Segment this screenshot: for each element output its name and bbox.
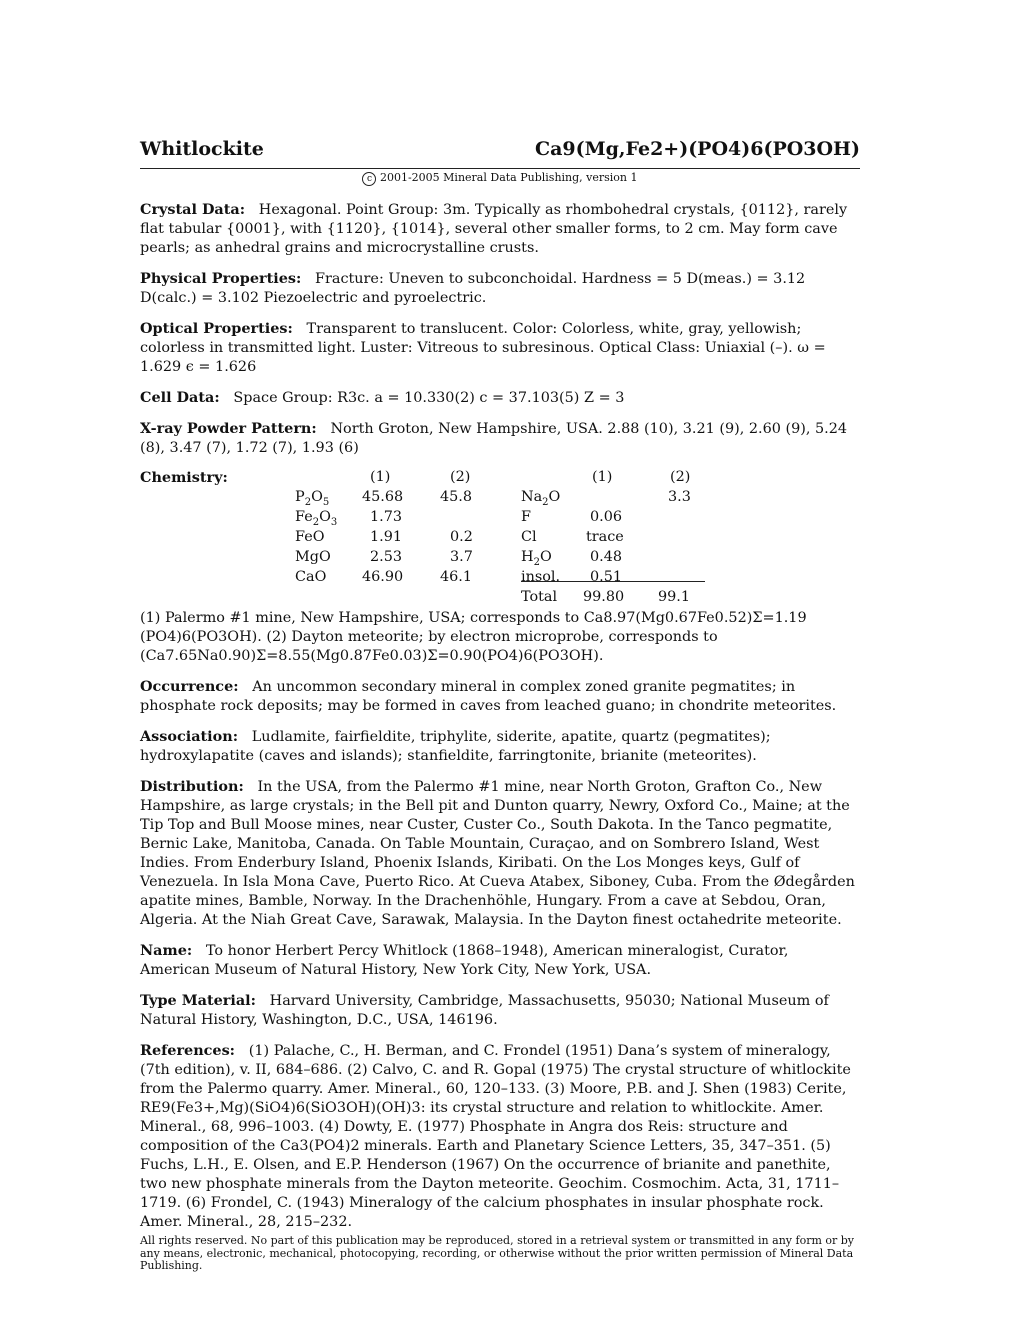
association-text: Ludlamite, fairfieldite, triphylite, siderite, apatite, quartz (pegmatites); hydroxylapatite (caves and islands); stanfieldite, farringtonite, brianite (meteorites). [140, 729, 771, 764]
physical-properties-label: Physical Properties: [140, 270, 302, 287]
xray-label: X-ray Powder Pattern: [140, 420, 317, 437]
occurrence-text: An uncommon secondary mineral in complex zoned granite pegmatites; in phosphate rock deposits; may be formed in caves from leached guano; in chondrite meteorites. [140, 679, 837, 714]
col-header-2: (2) [450, 469, 471, 485]
value: 0.48 [590, 549, 623, 565]
oxide-na2o: $Na_2O$ [521, 489, 561, 508]
chemistry-table [140, 469, 860, 607]
title-row [140, 138, 860, 166]
chemistry-notes: (1) Palermo #1 mine, New Hampshire, USA; corresponds to Ca8.97(Mg0.67Fe0.52)Σ=1.19 (PO4)6(PO3OH). (2) Dayton meteorite; by electron microprobe, corresponds to (Ca7.65Na0.90)Σ=8.55(Mg0.87Fe0.03)Σ=0.90(PO4)6(PO3OH). [140, 610, 807, 664]
type-material-text: Harvard University, Cambridge, Massachusetts, 95030; National Museum of Natural History, Washington, D.C., USA, 146196. [140, 993, 829, 1028]
name-label: Name: [140, 942, 193, 959]
value: 2.53 [370, 549, 403, 565]
crystal-data-label: Crystal Data: [140, 201, 246, 218]
title-rule [140, 168, 860, 169]
references-text: (1) Palache, C., H. Berman, and C. Frondel (1951) Dana’s system of mineralogy, (7th edition), v. II, 684–686. (2) Calvo, C. and R. Gopal (1975) The crystal structure of whitlockite from the Palermo quarry. Amer. Mineral., 60, 120–133. (3) Moore, P.B. and J. Shen (1983) Cerite, RE9(Fe3+,Mg)(SiO4)6(SiO3OH)(OH)3: its crystal structure and relation to whitlockite. Amer. Mineral., 68, 996–1003. (4) Dowty, E. (1977) Phosphate in Angra dos Reis: structure and composition of the Ca3(PO4)2 minerals. Earth and Planetary Science Letters, 35, 347–351. (5) Fuchs, L.H., E. Olsen, and E.P. Henderson (1967) On the occurrence of brianite and panethite, two new phosphate minerals from the Dayton meteorite. Geochim. Cosmochim. Acta, 31, 1711–1719. (6) Frondel, C. (1943) Mineralogy of the calcium phosphates in insular phosphate rock. Amer. Mineral., 28, 215–232. [140, 1043, 851, 1230]
physical-properties-text: Fracture: Uneven to subconchoidal. Hardness = 5 D(meas.) = 3.12 D(calc.) = 3.102 Piezoelectric and pyroelectric. [140, 271, 806, 306]
occurrence-label: Occurrence: [140, 678, 239, 695]
value: 0.2 [450, 529, 473, 545]
crystal-data-section [140, 200, 860, 258]
value: 1.73 [370, 509, 403, 525]
distribution-section [140, 777, 860, 930]
value: 46.90 [362, 569, 404, 585]
type-material-label: Type Material: [140, 992, 256, 1009]
chemistry-label: Chemistry: [140, 469, 228, 486]
value: trace [586, 529, 624, 545]
copyright-text: 2001-2005 Mineral Data Publishing, version 1 [379, 171, 638, 184]
value: 3.7 [450, 549, 473, 565]
cell-data-label: Cell Data: [140, 389, 220, 406]
physical-properties-section [140, 269, 860, 308]
optical-properties-section [140, 319, 860, 377]
optical-properties-text: Transparent to translucent. Color: Colorless, white, gray, yellowish; colorless in transmitted light. Luster: Vitreous to subresinous. Optical Class: Uniaxial (–). ω = 1.629 ϵ = 1.626 [140, 321, 826, 375]
type-material-section [140, 991, 860, 1030]
total-1: 99.80 [583, 589, 625, 605]
references-section [140, 1041, 860, 1232]
mineral-data-sheet [140, 138, 860, 1273]
total-rule [521, 581, 705, 582]
value: 45.68 [362, 489, 404, 505]
association-section [140, 727, 860, 766]
oxide-fe2o3: $Fe_2O_3$ [295, 509, 338, 528]
value: 1.91 [370, 529, 403, 545]
optical-properties-label: Optical Properties: [140, 320, 293, 337]
chemical-formula: Ca9(Mg,Fe2+)(PO4)6(PO3OH) [534, 138, 860, 160]
oxide-cl: Cl [521, 529, 537, 545]
oxide-cao: CaO [295, 569, 327, 585]
value: 0.51 [590, 569, 623, 585]
oxide-h2o: $H_2O$ [521, 549, 552, 568]
name-text: To honor Herbert Percy Whitlock (1868–1948), American mineralogist, Curator, American Museum of Natural History, New York City, New York, USA. [140, 943, 789, 978]
crystal-data-text: Hexagonal. Point Group: 3m. Typically as rhombohedral crystals, {0112}, rarely flat tabular {0001}, with {1120}, {1014}, several other smaller forms, to 2 cm. May form cave pearls; as anhedral grains and microcrystalline crusts. [140, 202, 848, 256]
value: 46.1 [440, 569, 473, 585]
oxide-insol: insol. [521, 569, 561, 585]
col-header-1-right: (1) [592, 469, 613, 485]
value: 45.8 [440, 489, 473, 505]
cell-data-section [140, 388, 860, 408]
rights-footer: All rights reserved. No part of this publication may be reproduced, stored in a retrieval system or transmitted in any form or by any means, electronic, mechanical, photocopying, recording, or otherwise without the prior written permission of Mineral Data Publishing. [140, 1234, 855, 1272]
value: 0.06 [590, 509, 623, 525]
total-label: Total [521, 589, 558, 605]
distribution-label: Distribution: [140, 778, 244, 795]
total-2: 99.1 [658, 589, 691, 605]
xray-text: North Groton, New Hampshire, USA. 2.88 (10), 3.21 (9), 2.60 (9), 5.24 (8), 3.47 (7), 1.72 (7), 1.93 (6) [140, 421, 848, 456]
xray-section [140, 419, 860, 458]
name-section [140, 941, 860, 980]
value: 3.3 [668, 489, 691, 505]
cell-data-text: Space Group: R3c. a = 10.330(2) c = 37.103(5) Z = 3 [233, 390, 625, 406]
oxide-mgo: MgO [295, 549, 331, 565]
distribution-text: In the USA, from the Palermo #1 mine, near North Groton, Grafton Co., New Hampshire, as large crystals; in the Bell pit and Dunton quarry, Newry, Oxford Co., Maine; at the Tip Top and Bull Moose mines, near Custer, Custer Co., South Dakota. In the Tanco pegmatite, Bernic Lake, Manitoba, Canada. On Table Mountain, Curaçao, and on Sombrero Island, West Indies. From Enderbury Island, Phoenix Islands, Kiribati. On the Los Monges keys, Gulf of Venezuela. In Isla Mona Cave, Puerto Rico. At Cueva Atabex, Siboney, Cuba. From the Ødegården apatite mines, Bamble, Norway. In the Drachenhöhle, Hungary. From a cave at Sebdou, Oran, Algeria. At the Niah Great Cave, Sarawak, Malaysia. In the Dayton finest octahedrite meteorite. [140, 779, 855, 928]
copyright-icon: c [362, 172, 376, 186]
occurrence-section [140, 677, 860, 716]
col-header-1: (1) [370, 469, 391, 485]
oxide-feo: FeO [295, 529, 325, 545]
mineral-name: Whitlockite [140, 138, 264, 160]
association-label: Association: [140, 728, 239, 745]
copyright-line [140, 171, 860, 186]
col-header-2-right: (2) [670, 469, 691, 485]
references-label: References: [140, 1042, 235, 1059]
oxide-p2o5: $P_2O_5$ [295, 489, 330, 508]
oxide-f: F [521, 509, 531, 525]
